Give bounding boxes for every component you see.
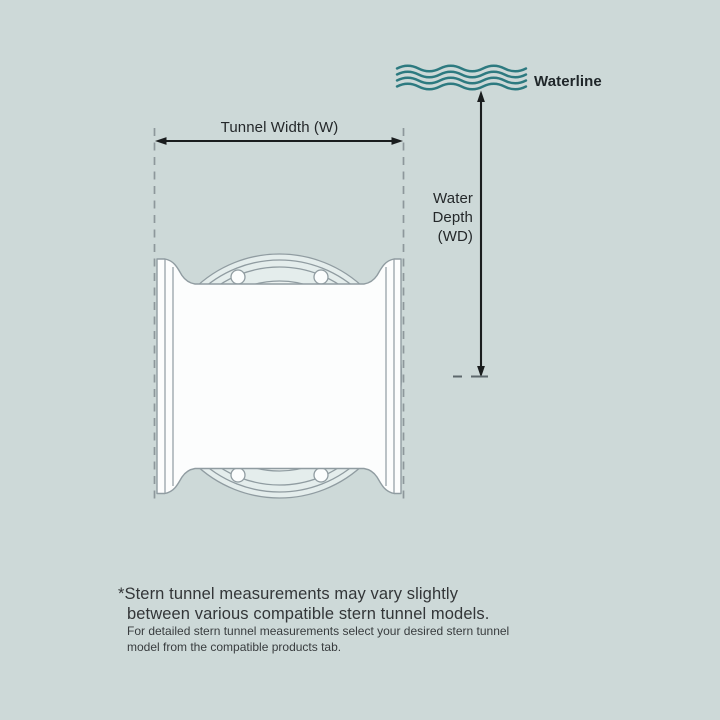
water-depth-label bbox=[353, 189, 473, 246]
instruction-line2: model from the compatible products tab. bbox=[127, 639, 342, 654]
disclaimer-line2: between various compatible stern tunnel models. bbox=[127, 605, 490, 623]
bolt-hole-bottom-left bbox=[231, 468, 245, 482]
bolt-hole-top-right bbox=[314, 270, 328, 284]
waterline-label: Waterline bbox=[534, 73, 602, 90]
arrowhead-left bbox=[155, 137, 167, 145]
tunnel-width-label: Tunnel Width (W) bbox=[220, 119, 339, 136]
bolt-hole-bottom-right bbox=[314, 468, 328, 482]
tunnel-width-arrow bbox=[155, 137, 403, 145]
water-depth-arrow bbox=[477, 91, 485, 378]
disclaimer-line1: *Stern tunnel measurements may vary slightly bbox=[118, 585, 459, 603]
bolt-hole-top-left bbox=[231, 270, 245, 284]
water-depth-label-line1: Water bbox=[433, 190, 473, 207]
detail-instruction-note bbox=[127, 624, 509, 655]
water-depth-label-line2: Depth bbox=[432, 209, 473, 226]
tunnel-body-silhouette bbox=[157, 259, 401, 494]
arrowhead-right bbox=[392, 137, 404, 145]
measurement-disclaimer-note bbox=[118, 584, 489, 624]
waterline-waves-icon bbox=[397, 66, 526, 90]
instruction-line1: For detailed stern tunnel measurements select your desired stern tunnel bbox=[127, 624, 510, 638]
water-depth-label-line3: (WD) bbox=[437, 228, 473, 245]
arrowhead-up bbox=[477, 91, 485, 103]
